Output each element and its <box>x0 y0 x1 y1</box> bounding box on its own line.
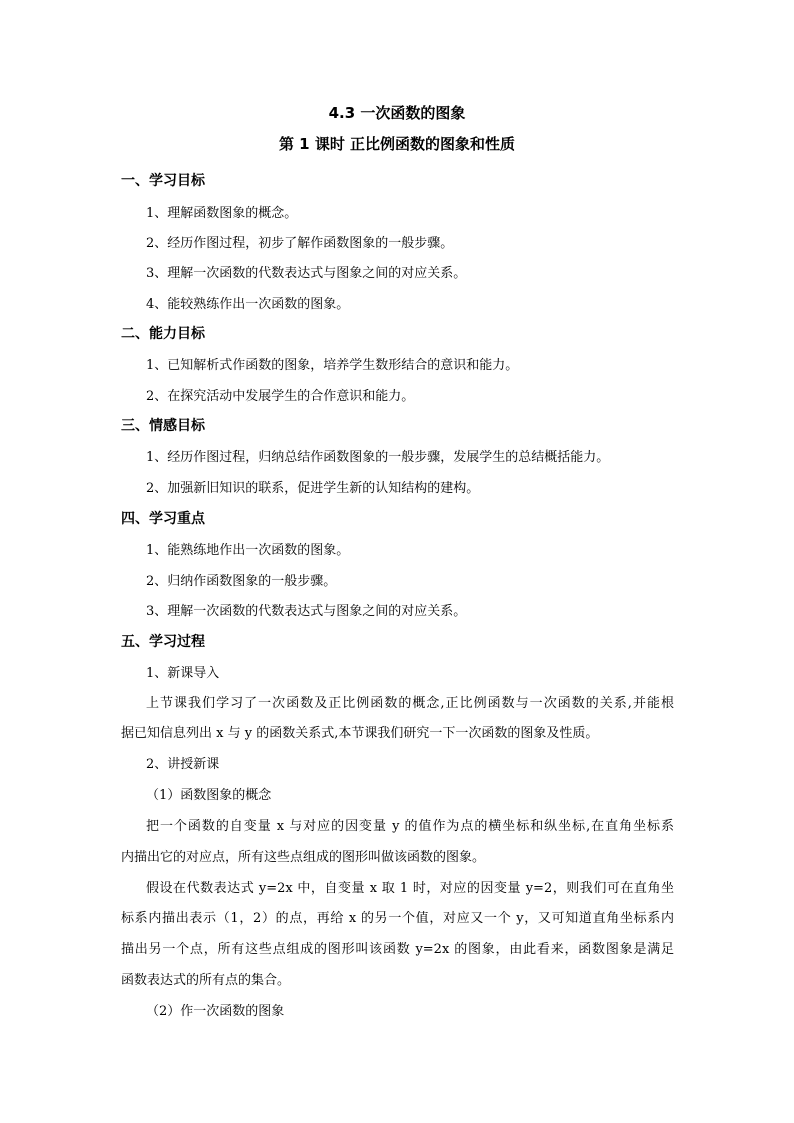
section-heading: 一、学习目标 <box>121 173 205 189</box>
document-subtitle: 第 1 课时 正比例函数的图象和性质 <box>278 135 516 153</box>
list-item: 2、经历作图过程，初步了解作函数图象的一般步骤。 <box>146 236 454 251</box>
list-item: 2、加强新旧知识的联系，促进学生新的认知结构的建构。 <box>146 481 480 496</box>
section-heading: 四、学习重点 <box>121 511 205 527</box>
list-item: 1、能熟练地作出一次函数的图象。 <box>146 543 350 558</box>
subsection-label: （2）作一次函数的图象 <box>146 1004 285 1019</box>
section-heading: 三、情感目标 <box>121 418 205 434</box>
paragraph-line: 上节课我们学习了一次函数及正比例函数的概念,正比例函数与一次函数的关系,并能根 <box>146 696 674 711</box>
paragraph-line: 内描出它的对应点，所有这些点组成的图形叫做该函数的图象。 <box>121 850 486 865</box>
paragraph-line: 描出另一个点，所有这些点组成的图形叫该函数 y=2x 的图象，由此看来，函数图象是满足 <box>121 942 674 957</box>
subsection-label: 1、新课导入 <box>146 666 220 681</box>
paragraph-line: 把一个函数的自变量 x 与对应的因变量 y 的值作为点的横坐标和纵坐标,在直角坐标系 <box>146 819 674 834</box>
section-heading: 五、学习过程 <box>121 634 205 650</box>
paragraph-line: 假设在代数表达式 y=2x 中，自变量 x 取 1 时，对应的因变量 y=2，则我们可在直角坐 <box>146 881 674 896</box>
paragraph-line: 标系内描出表示（1，2）的点，再给 x 的另一个值，对应又一个 y，又可知道直角坐标系内 <box>121 911 674 926</box>
subsection-label: （1）函数图象的概念 <box>146 788 272 803</box>
document-title: 4.3 一次函数的图象 <box>328 104 466 122</box>
list-item: 4、能较熟练作出一次函数的图象。 <box>146 297 350 312</box>
paragraph-line: 函数表达式的所有点的集合。 <box>121 973 291 988</box>
paragraph-line: 据已知信息列出 x 与 y 的函数关系式,本节课我们研究一下一次函数的图象及性质。 <box>121 726 599 741</box>
list-item: 2、在探究活动中发展学生的合作意识和能力。 <box>146 389 415 404</box>
list-item: 1、经历作图过程，归纳总结作函数图象的一般步骤，发展学生的总结概括能力。 <box>146 450 610 465</box>
list-item: 1、理解函数图象的概念。 <box>146 206 298 221</box>
list-item: 2、归纳作函数图象的一般步骤。 <box>146 574 337 589</box>
subsection-label: 2、讲授新课 <box>146 757 220 772</box>
list-item: 1、已知解析式作函数的图象，培养学生数形结合的意识和能力。 <box>146 358 519 373</box>
section-heading: 二、能力目标 <box>121 326 205 342</box>
list-item: 3、理解一次函数的代数表达式与图象之间的对应关系。 <box>146 266 467 281</box>
list-item: 3、理解一次函数的代数表达式与图象之间的对应关系。 <box>146 604 467 619</box>
